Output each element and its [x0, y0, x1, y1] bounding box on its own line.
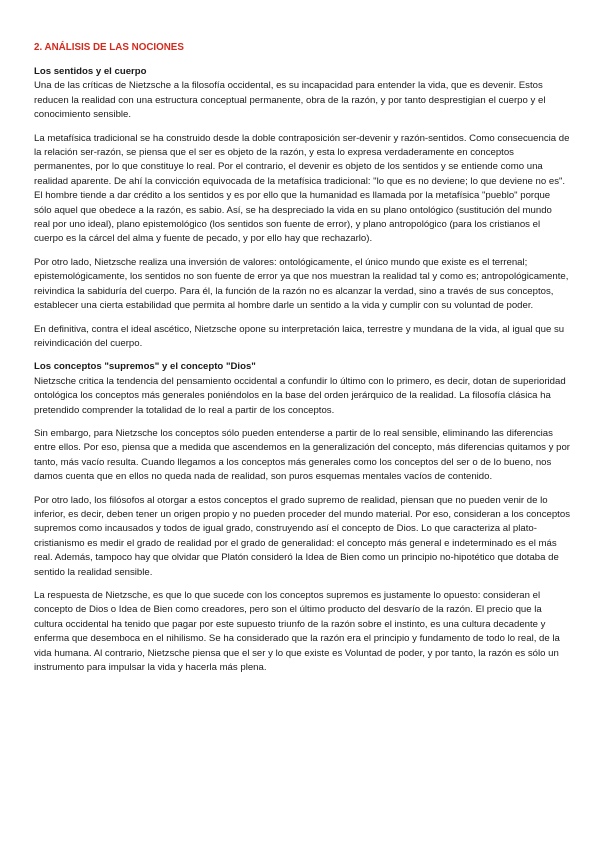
subheading-senses-body: Los sentidos y el cuerpo [34, 66, 147, 77]
paragraph: La metafísica tradicional se ha construido desde la doble contraposición ser-devenir y razón-sentidos. Como consecuencia de la relación ser-razón, se piensa que el ser es objeto de la razón, y esta lo expresa verdaderamente en conceptos permanentes, por lo que constituye lo real. Por el contrario, el devenir es objeto de los sentidos y se entiende como una realidad aparente. De ahí la convicción equivocada de la metafísica tradicional: "lo que es no deviene; lo que deviene no es". [34, 132, 570, 187]
paragraph: La respuesta de Nietzsche, es que lo que sucede con los conceptos supremos es justamente lo opuesto: consideran el concepto de Dios o Idea de Bien como creadores, pero son el último producto del desvarío de la razón. El precio que la cultura occidental ha tenido que pagar por este supuesto triunfo de la razón sobre el instinto, es una cultura decadente y enferma que desemboca en el nihilismo. Se ha considerado que la razón era el principio y fundamento de todo lo real, de la vida humana. Al contrario, Nietzsche piensa que el ser y lo que existe es Voluntad de poder, y por tanto, la razón es sólo un instrumento para impulsar la vida y hacerla más plena. [34, 590, 560, 674]
paragraph: Nietzsche critica la tendencia del pensamiento occidental a confundir lo último con lo primero, es decir, dotan de superioridad ontológica los conceptos más generales poniéndolos en la base del orden jerárquico de la realidad. La filosofía clásica ha pretendido comprender la totalidad de lo real a partir de los conceptos. [34, 375, 566, 416]
paragraph: Por otro lado, Nietzsche realiza una inversión de valores: ontológicamente, el único mundo que existe es el terrenal; epistemológicamente, los sentidos no son fuente de error ya que nos muestran la realidad tal y como es; antropológicamente, reivindica la sabiduría del cuerpo. Para él, la función de la razón no es alcanzar la verdad, sino a través de sus conceptos, establecer una cierta estabilidad que permita al hombre darle un sentido a la vida y cumplir con su voluntad de poder. [34, 256, 569, 312]
paragraph: Por otro lado, los filósofos al otorgar a estos conceptos el grado supremo de realidad, piensan que no pueden venir de lo inferior, es decir, deben tener un origen propio y no pueden proceder del mundo material. Por eso, consideran a los conceptos supremos como incausados y todos de igual grado, construyendo así el concepto de Dios. Lo que caracteriza al plato-cristianismo es medir el grado de realidad por el grado de generalidad: el concepto más general e indeterminado es el más real. Además, tampoco hay que olvidar que Platón consideró la Idea de Bien como un principio no-hipotético que dotaba de sentido la realidad sensible. [34, 494, 570, 578]
paragraph: Una de las críticas de Nietzsche a la filosofía occidental, es su incapacidad para entender la vida, que es devenir. Estos reducen la realidad con una estructura conceptual permanente, obra de la razón, y por tanto desprestigian el cuerpo y el conocimiento sensible. [34, 80, 546, 121]
subheading-supreme-concepts: Los conceptos "supremos" y el concepto "Dios" [34, 361, 256, 373]
section-title: 2. ANÁLISIS DE LAS NOCIONES [34, 42, 184, 53]
paragraph: En definitiva, contra el ideal ascético, Nietzsche opone su interpretación laica, terrestre y mundana de la vida, al igual que su reivindicación del cuerpo. [34, 323, 565, 349]
paragraph: Sin embargo, para Nietzsche los conceptos sólo pueden entenderse a partir de lo real sensible, eliminando las diferencias entre ellos. Por eso, piensa que a medida que ascendemos en la generalización del concepto, más diferencias quitamos y por tanto, más vacío resulta. Cuando llegamos a los conceptos más generales como los conceptos del ser o de lo bueno, nos damos cuenta que en ellos no queda nada de realidad, son puros esquemas mentales vacíos de contenido. [34, 427, 570, 483]
paragraph: El hombre tiende a dar crédito a los sentidos y es por ello que la humanidad es llamada por la metafísica "pueblo" porque sólo aquel que obedece a la razón, es sabio. Así, se ha despreciado la vida en su plano ontológico (sustitución del mundo real por uno ideal), plano epistemológico (los sentidos son fuente de error), y plano antropológico (para los cristianos el cuerpo es la cárcel del alma y fuente de pecado, y por ello hay que rechazarlo). [34, 190, 552, 245]
